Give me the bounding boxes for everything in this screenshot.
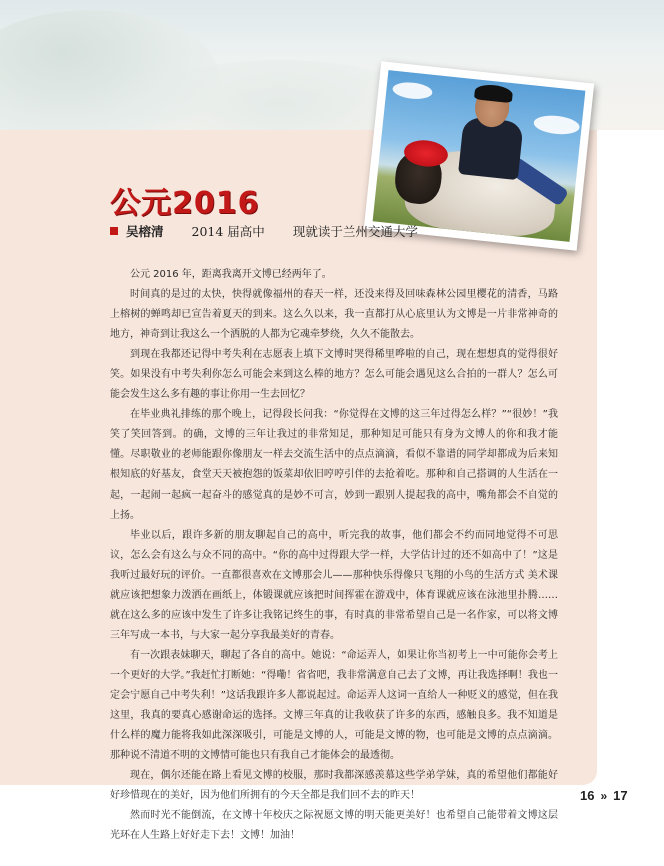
author-photo-image — [373, 70, 586, 242]
page-separator-icon: » — [600, 788, 608, 803]
page-number-right: 17 — [613, 788, 628, 803]
article-paragraph: 现在，偶尔还能在路上看见文博的校服，那时我都深感羡慕这些学弟学妹，真的希望他们都能好好珍惜现在的美好，因为他们所拥有的今天全都是我们回不去的昨天！ — [110, 770, 558, 802]
article-title: 公元2016 — [110, 186, 260, 221]
article-paragraph: 有一次跟表妹聊天，聊起了各自的高中。她说：“命运弄人，如果让你当初考上一中可能你会考上一个更好的大学。”我赶忙打断她：“得嘞！省省吧，我非常满意自己去了文博，再让我选择啊！我也一定会宁愿自己中考失利！”这话我跟许多人都说起过。命运弄人这词一直给人一种贬义的感觉，但在我这里，我真的要真心感谢命运的选择。文博三年真的让我收获了许多的东西，感触良多。我不知道是什么样的魔力能将我如此深深吸引，可能是文博的人，可能是文博的物，也可能是文博的点点滴滴。那种说不清道不明的文博情可能也只有我自己才能体会的最透彻。 — [110, 649, 558, 762]
cloud-shape — [533, 114, 581, 137]
article-body — [110, 265, 558, 846]
article-paragraph: 公元 2016 年，距离我离开文博已经两年了。 — [130, 269, 332, 280]
author-byline — [110, 222, 418, 240]
article-paragraph: 时间真的是过的太快，快得就像福州的春天一样，还没来得及回味森林公园里樱花的清香，马路上榕树的蝉鸣却已宣告着夏天的到来。这么久以来，我一直都打从心底里认为文博是一片非常神奇的地方，神奇到让我这么一个洒脱的人都为它魂牵梦绕，久久不能散去。 — [110, 289, 558, 341]
article-paragraph: 在毕业典礼排练的那个晚上，记得段长问我：“你觉得在文博的这三年过得怎么样？”“很妙！”我笑了笑回答到。的确，文博的三年让我过的非常知足，那种知足可能只有身为文博人的你和我才能懂。尽职敬业的老师能跟你像朋友一样去交流生活中的点点滴滴，看似不靠谱的同学却都成为后来知根知底的好基友，食堂天天被抱怨的饭菜却依旧哼哼引伴的去抢着吃。那种和自己搭调的人生活在一起，一起闹一起疯一起奋斗的感觉真的是妙不可言，妙到一跟别人提起我的高中，嘴角都会不自觉的上扬。 — [110, 409, 558, 521]
page-number-left: 16 — [580, 788, 595, 803]
cloud-shape — [392, 81, 433, 101]
page-numbers — [580, 788, 628, 803]
author-current-status: 现就读于兰州交通大学 — [292, 224, 418, 239]
author-class-year: 2014 届高中 — [191, 224, 265, 239]
article-paragraph: 毕业以后，跟许多新的朋友聊起自己的高中，听完我的故事，他们都会不约而同地觉得不可思议，怎么会有这么与众不同的高中。“你的高中过得跟大学一样，大学估计过的还不如高中了！”这是我听过最好玩的评价。一直都很喜欢在文博那会儿——那种快乐得像只飞翔的小鸟的生活方式 美术课就应该把想象力泼洒在画纸上，体锻课就应该把时间挥霍在游戏中，体育课就应该在泳池里扑腾……就在这么多的应该中发生了许多让我铭记终生的事，有时真的非常希望自己是一名作家，可以将文博三年写成一本书，与大家一起分享我最美好的青春。 — [110, 529, 558, 641]
article-paragraph: 然而时光不能倒流，在文博十年校庆之际祝愿文博的明天能更美好！也希望自己能带着文博这层光环在人生路上好好走下去！文博！加油！ — [110, 810, 558, 842]
author-name: 吴榕清 — [126, 224, 164, 239]
byline-bullet-icon — [110, 227, 118, 235]
article-paragraph: 到现在我都还记得中考失利在志愿表上填下文博时哭得稀里哗啦的自己，现在想想真的觉得很好笑。如果没有中考失利你怎么可能会来到这么棒的地方？怎么可能会遇见这么合拍的一群人？怎么可能会发生这么多有趣的事让你用一生去回忆？ — [110, 349, 558, 401]
